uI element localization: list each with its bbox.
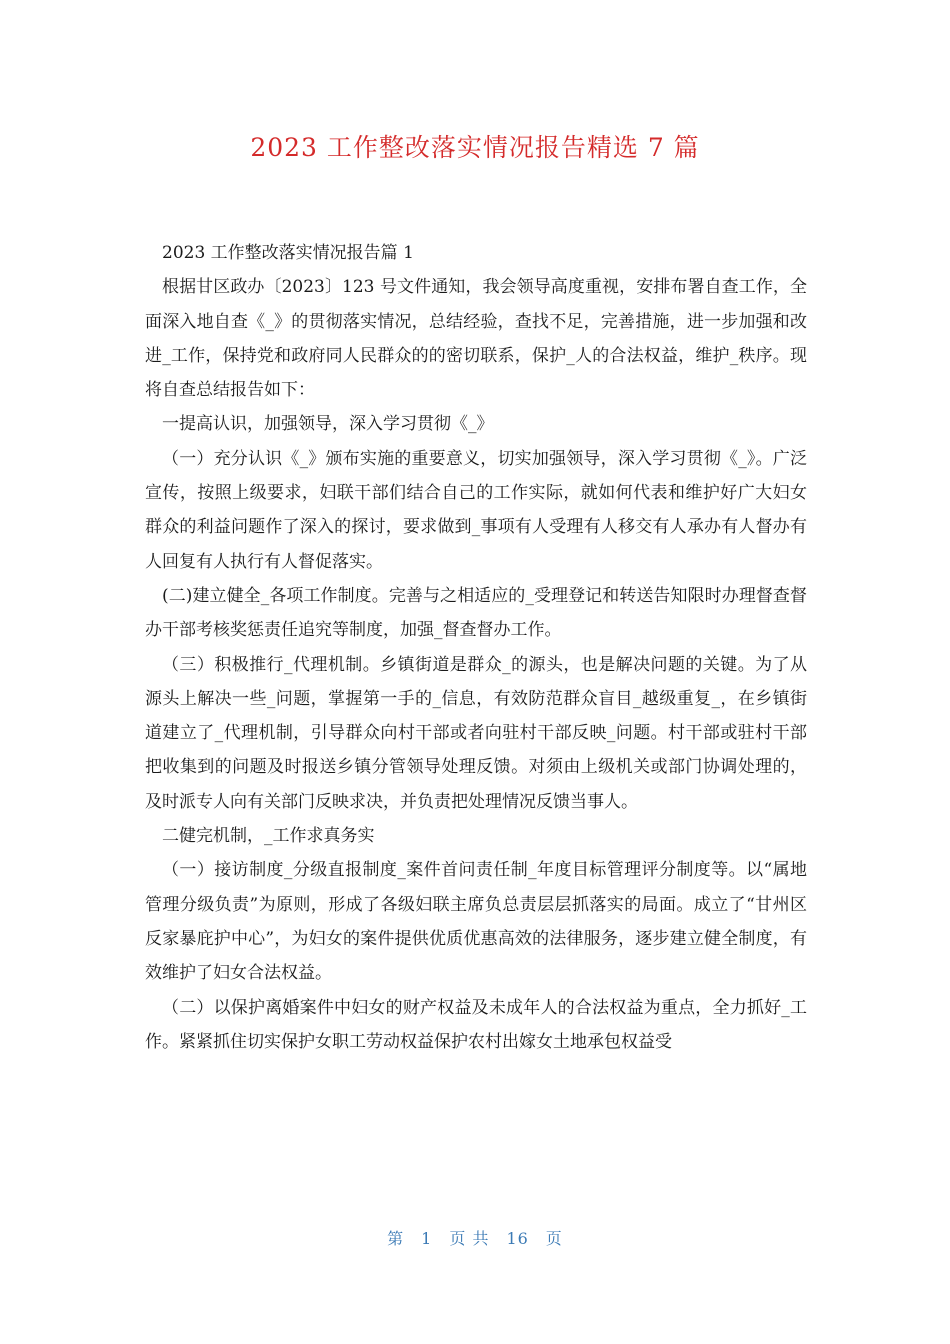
- section-heading: 2023 工作整改落实情况报告篇 1: [162, 243, 414, 263]
- paragraph: 根据甘区政办〔2023〕123 号文件通知，我会领导高度重视，安排布署自查工作，全面深入地自查《_》的贯彻落实情况，总结经验，查找不足，完善措施，进一步加强和改进_工作，保持党和政府同人民群众的的密切联系，保护_人的合法权益，维护_秩序。现将自查总结报告如下：: [145, 277, 807, 401]
- paragraph: （三）积极推行_代理机制。乡镇街道是群众_的源头，也是解决问题的关键。为了从源头上解决一些_问题，掌握第一手的_信息，有效防范群众盲目_越级重复_，在乡镇街道建立了_代理机制，引导群众向村干部或者向驻村干部反映_问题。村干部或驻村干部把收集到的问题及时报送乡镇分管领导处理反馈。对须由上级机关或部门协调处理的，及时派专人向有关部门反映求决，并负责把处理情况反馈当事人。: [145, 654, 807, 812]
- paragraph: (二)建立健全_各项工作制度。完善与之相适应的_受理登记和转送告知限时办理督查督办干部考核奖惩责任追究等制度，加强_督查督办工作。: [145, 585, 807, 641]
- section-heading: 一提高认识，加强领导，深入学习贯彻《_》: [162, 414, 494, 435]
- section-heading: 二健完机制，_工作求真务实: [162, 826, 375, 847]
- paragraph: （一）接访制度_分级直报制度_案件首问责任制_年度目标管理评分制度等。以“属地管理分级负责”为原则，形成了各级妇联主席负总责层层抓落实的局面。成立了“甘州区反家暴庇护中心”，为妇女的案件提供优质优惠高效的法律服务，逐步建立健全制度，有效维护了妇女合法权益。: [145, 860, 807, 984]
- document-title: 2023 工作整改落实情况报告精选 7 篇: [250, 133, 700, 162]
- document-body: [145, 236, 807, 1059]
- paragraph: （二）以保护离婚案件中妇女的财产权益及未成年人的合法权益为重点，全力抓好_工作。紧紧抓住切实保护女职工劳动权益保护农村出嫁女土地承包权益受: [145, 997, 807, 1052]
- page-number-footer: 第 1 页 共 16 页: [387, 1229, 563, 1248]
- paragraph: （一）充分认识《_》颁布实施的重要意义，切实加强领导，深入学习贯彻《_》。广泛宣传，按照上级要求，妇联干部们结合自己的工作实际，就如何代表和维护好广大妇女群众的利益问题作了深入的探讨，要求做到_事项有人受理有人移交有人承办有人督办有人回复有人执行有人督促落实。: [145, 448, 807, 572]
